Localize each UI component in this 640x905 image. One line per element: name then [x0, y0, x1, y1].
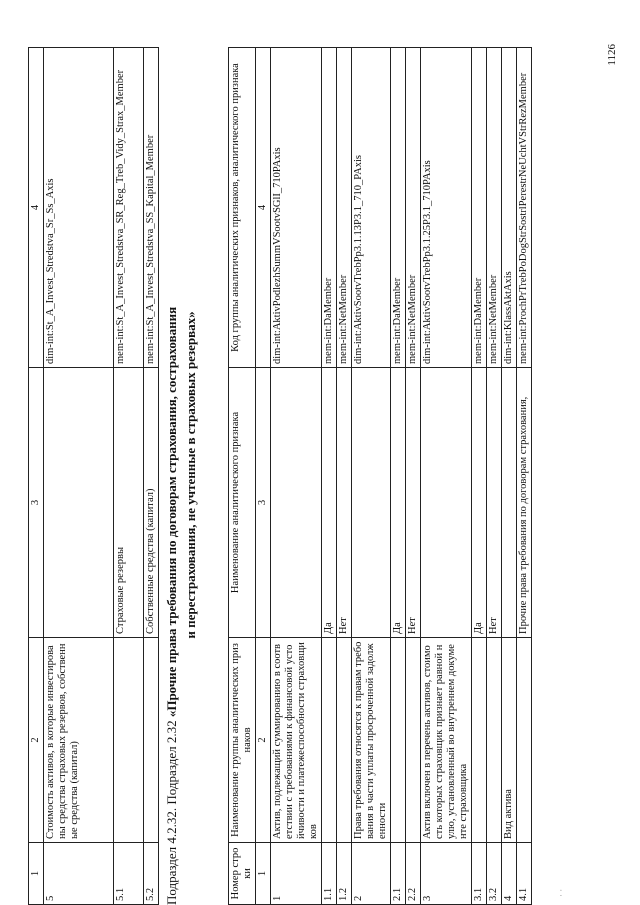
- header-code: Код группы аналитических признаков, аналитического признака: [229, 48, 256, 368]
- column-number: 4: [256, 48, 271, 368]
- code: mem-int:NetMember: [406, 48, 421, 368]
- table-row: [472, 48, 487, 905]
- column-number: 3: [256, 368, 271, 638]
- group-name: Актив включен в перечень активов, стоимость которых страховщик признает равной нулю, установленный во внутреннем документе страховщика: [421, 638, 472, 843]
- scan-artifact: · ·: [556, 888, 566, 897]
- group-name: [322, 638, 337, 843]
- code: dim-int:KlassAktAxis: [502, 48, 517, 368]
- code: dim-int:AktivSootvTrebPp3.1.25P3.1_710PAxis: [421, 48, 472, 368]
- row-number: 1.1: [322, 843, 337, 905]
- top-table: [28, 47, 159, 905]
- code: mem-int:St_A_Invest_Stredstva_SS_Kapital_Member: [144, 48, 159, 368]
- table-row: [406, 48, 421, 905]
- feature-name: Нет: [406, 368, 421, 638]
- feature-name: Страховые резервы: [114, 368, 144, 638]
- header-cell: 3: [29, 368, 44, 638]
- table-row: [391, 48, 406, 905]
- group-name: Актив, подлежащий суммированию в соответствии с требованиями к финансовой устойчивости и платежеспособности страховщиков: [271, 638, 322, 843]
- code: mem-int:St_A_Invest_Stredstva_SR_Reg_Treb_Vidy_Strax_Member: [114, 48, 144, 368]
- code: mem-int:NetMember: [337, 48, 352, 368]
- section-heading: [162, 45, 200, 905]
- code: mem-int:DaMember: [322, 48, 337, 368]
- section-title-line-1: «Прочие права требования по договорам страхования, сострахования: [164, 306, 179, 718]
- table-row: [487, 48, 502, 905]
- feature-name: Да: [391, 368, 406, 638]
- table-row: [44, 48, 114, 905]
- row-number: 5.1: [114, 843, 144, 905]
- group-name: Вид актива: [502, 638, 517, 843]
- feature-name: [421, 368, 472, 638]
- group-name: [337, 638, 352, 843]
- table-row: [322, 48, 337, 905]
- code: dim-int:AktivSootvTrebPp3.1.13P3.1_710_PAxis: [352, 48, 391, 368]
- group-name: [517, 638, 532, 843]
- table-row: [337, 48, 352, 905]
- group-name: [487, 638, 502, 843]
- feature-name: [271, 368, 322, 638]
- feature-name: [502, 368, 517, 638]
- column-number: 1: [256, 843, 271, 905]
- table-header-row: [29, 48, 44, 905]
- table-row: [421, 48, 472, 905]
- table-row: [144, 48, 159, 905]
- feature-name: Прочие права требования по договорам страхования,: [517, 368, 532, 638]
- row-number: 3.1: [472, 843, 487, 905]
- row-number: 4: [502, 843, 517, 905]
- header-cell: 4: [29, 48, 44, 368]
- feature-name: Собственные средства (капитал): [144, 368, 159, 638]
- main-table: [228, 47, 532, 905]
- feature-name: Нет: [337, 368, 352, 638]
- feature-name: Да: [472, 368, 487, 638]
- group-name: [472, 638, 487, 843]
- row-number: 3.2: [487, 843, 502, 905]
- table-row: [517, 48, 532, 905]
- group-name: [144, 638, 159, 843]
- feature-name: Нет: [487, 368, 502, 638]
- feature-name: Да: [322, 368, 337, 638]
- row-number: 4.1: [517, 843, 532, 905]
- group-name: Стоимость активов, в которые инвестированы средства страховых резервов, собственные средства (капитал): [44, 638, 114, 843]
- code: mem-int:ProchPrTrebPoDogStrSostrlPerestrNeUchtVStrRezMember: [517, 48, 532, 368]
- table-row: [114, 48, 144, 905]
- row-number: 5.2: [144, 843, 159, 905]
- header-feature-name: Наименование аналитического признака: [229, 368, 256, 638]
- code: mem-int:DaMember: [391, 48, 406, 368]
- section-number: Подраздел 4.2.32. Подраздел 2.32: [164, 720, 179, 905]
- group-name: [391, 638, 406, 843]
- table-row: [502, 48, 517, 905]
- column-numbering-row: [256, 48, 271, 905]
- column-number: 2: [256, 638, 271, 843]
- table-row: [271, 48, 322, 905]
- row-number: 1: [271, 843, 322, 905]
- header-group-name: Наименование группы аналитических признаков: [229, 638, 256, 843]
- group-name: [114, 638, 144, 843]
- page-number: 1126: [606, 44, 618, 66]
- header-cell: 1: [29, 843, 44, 905]
- row-number: 1.2: [337, 843, 352, 905]
- group-name: Права требования относятся к правам требования в части уплаты просроченной задолженности: [352, 638, 391, 843]
- row-number: 2.2: [406, 843, 421, 905]
- row-number: 2.1: [391, 843, 406, 905]
- feature-name: [352, 368, 391, 638]
- row-number: 3: [421, 843, 472, 905]
- table-header-row: [229, 48, 256, 905]
- section-title-line-2: и перестрахования, не учтенные в страховых резервах»: [183, 311, 198, 639]
- group-name: [406, 638, 421, 843]
- code: dim-int:AktivPodlezhSummVSootvSGlI_710PAxis: [271, 48, 322, 368]
- code: mem-int:NetMember: [487, 48, 502, 368]
- code: dim-int:St_A_Invest_Stredstva_Sr_Ss_Axis: [44, 48, 114, 368]
- code: mem-int:DaMember: [472, 48, 487, 368]
- header-row-number: Номер строки: [229, 843, 256, 905]
- table-row: [352, 48, 391, 905]
- header-cell: 2: [29, 638, 44, 843]
- feature-name: [44, 368, 114, 638]
- row-number: 2: [352, 843, 391, 905]
- row-number: 5: [44, 843, 114, 905]
